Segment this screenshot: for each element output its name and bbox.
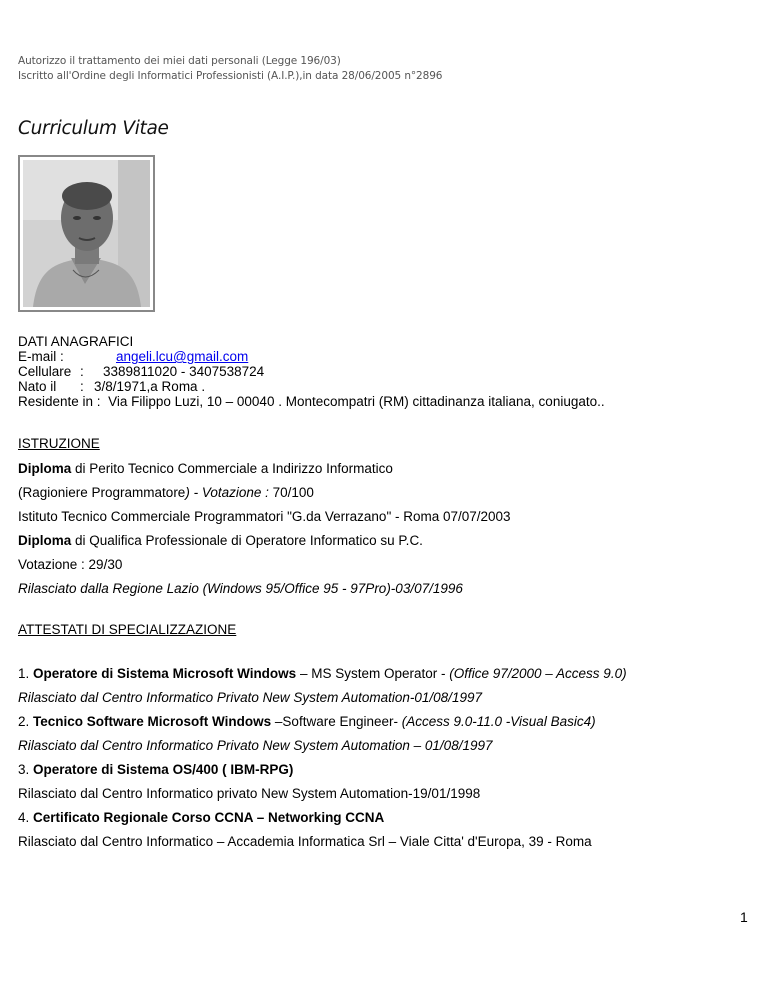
attestato-2-detail: (Access 9.0-11.0 -Visual Basic4) xyxy=(401,714,596,729)
attestato-1-title: Operatore di Sistema Microsoft Windows xyxy=(33,666,297,681)
attestato-3-number: 3. xyxy=(18,762,34,777)
school-line: Istituto Tecnico Commerciale Programmatori "G.da Verrazano" - Roma 07/07/2003 xyxy=(18,509,511,524)
diploma-description: di Perito Tecnico Commerciale a Indirizzo Informatico xyxy=(71,461,393,476)
attestato-2-title: Tecnico Software Microsoft Windows xyxy=(33,714,272,729)
portrait-photo xyxy=(23,160,150,307)
diploma-grade-label: ) - Votazione : xyxy=(185,485,273,500)
attestato-2-role: –Software Engineer- xyxy=(271,714,402,729)
attestato-1-issuer: Rilasciato dal Centro Informatico Privato New System Automation-01/08/1997 xyxy=(18,690,482,705)
istruzione-heading: ISTRUZIONE xyxy=(18,436,100,451)
birth-row xyxy=(18,379,205,394)
attestato-3-issuer: Rilasciato dal Centro Informatico privato New System Automation-19/01/1998 xyxy=(18,786,481,801)
qualifica-grade-line: Votazione : 29/30 xyxy=(18,557,123,572)
professional-registration-line: Iscritto all'Ordine degli Informatici Professionisti (A.I.P.),in data 28/06/2005 n°2896 xyxy=(18,70,443,82)
birth-separator: : xyxy=(80,379,84,394)
attestati-heading: ATTESTATI DI SPECIALIZZAZIONE xyxy=(18,622,237,637)
phone-row xyxy=(18,364,264,379)
diploma-grade-value: 70/100 xyxy=(272,485,314,500)
attestato-1-detail: (Office 97/2000 – Access 9.0) xyxy=(449,666,627,681)
attestato-3-title: Operatore di Sistema OS/400 ( IBM-RPG) xyxy=(33,762,294,777)
attestato-4-issuer: Rilasciato dal Centro Informatico – Accademia Informatica Srl – Viale Citta' d'Europa, 39 - Roma xyxy=(18,834,592,849)
diploma-grade-line xyxy=(18,485,314,500)
birth-value: 3/8/1971,a Roma . xyxy=(94,379,206,394)
attestato-1-role: – MS System Operator - xyxy=(296,666,450,681)
diploma-line xyxy=(18,461,393,476)
attestato-4-number: 4. xyxy=(18,810,34,825)
page-number: 1 xyxy=(740,909,748,925)
attestato-4-title: Certificato Regionale Corso CCNA – Networking CCNA xyxy=(33,810,385,825)
attestato-3 xyxy=(18,762,293,777)
diploma-title-text: (Ragioniere Programmatore xyxy=(18,485,186,500)
attestato-2-issuer: Rilasciato dal Centro Informatico Privato New System Automation – 01/08/1997 xyxy=(18,738,493,753)
email-link[interactable]: angeli.lcu@gmail.com xyxy=(116,349,249,364)
residence-label: Residente in : xyxy=(18,394,101,409)
qualifica-issuer-line: Rilasciato dalla Regione Lazio (Windows 95/Office 95 - 97Pro)-03/07/1996 xyxy=(18,581,463,596)
qualifica-description: di Qualifica Professionale di Operatore Informatico su P.C. xyxy=(71,533,423,548)
anagrafici-heading: DATI ANAGRAFICI xyxy=(18,334,134,349)
attestato-1-number: 1. xyxy=(18,666,34,681)
diploma-label: Diploma xyxy=(18,461,72,476)
document-title: Curriculum Vitae xyxy=(18,118,169,139)
phone-separator: : xyxy=(80,364,84,379)
privacy-consent-line: Autorizzo il trattamento dei miei dati personali (Legge 196/03) xyxy=(18,55,341,67)
phone-value: 3389811020 - 3407538724 xyxy=(103,364,265,379)
attestato-4 xyxy=(18,810,384,825)
residence-row xyxy=(18,394,605,409)
portrait-photo-frame xyxy=(18,155,155,312)
attestato-2-number: 2. xyxy=(18,714,34,729)
residence-value: Via Filippo Luzi, 10 – 00040 . Montecompatri (RM) cittadinanza italiana, coniugato.. xyxy=(108,394,605,409)
phone-label: Cellulare xyxy=(18,364,72,379)
email-row xyxy=(18,349,248,364)
birth-label: Nato il xyxy=(18,379,57,394)
email-label: E-mail : xyxy=(18,349,64,364)
attestato-2 xyxy=(18,714,596,729)
qualifica-label: Diploma xyxy=(18,533,72,548)
qualifica-line xyxy=(18,533,423,548)
attestato-1 xyxy=(18,666,627,681)
